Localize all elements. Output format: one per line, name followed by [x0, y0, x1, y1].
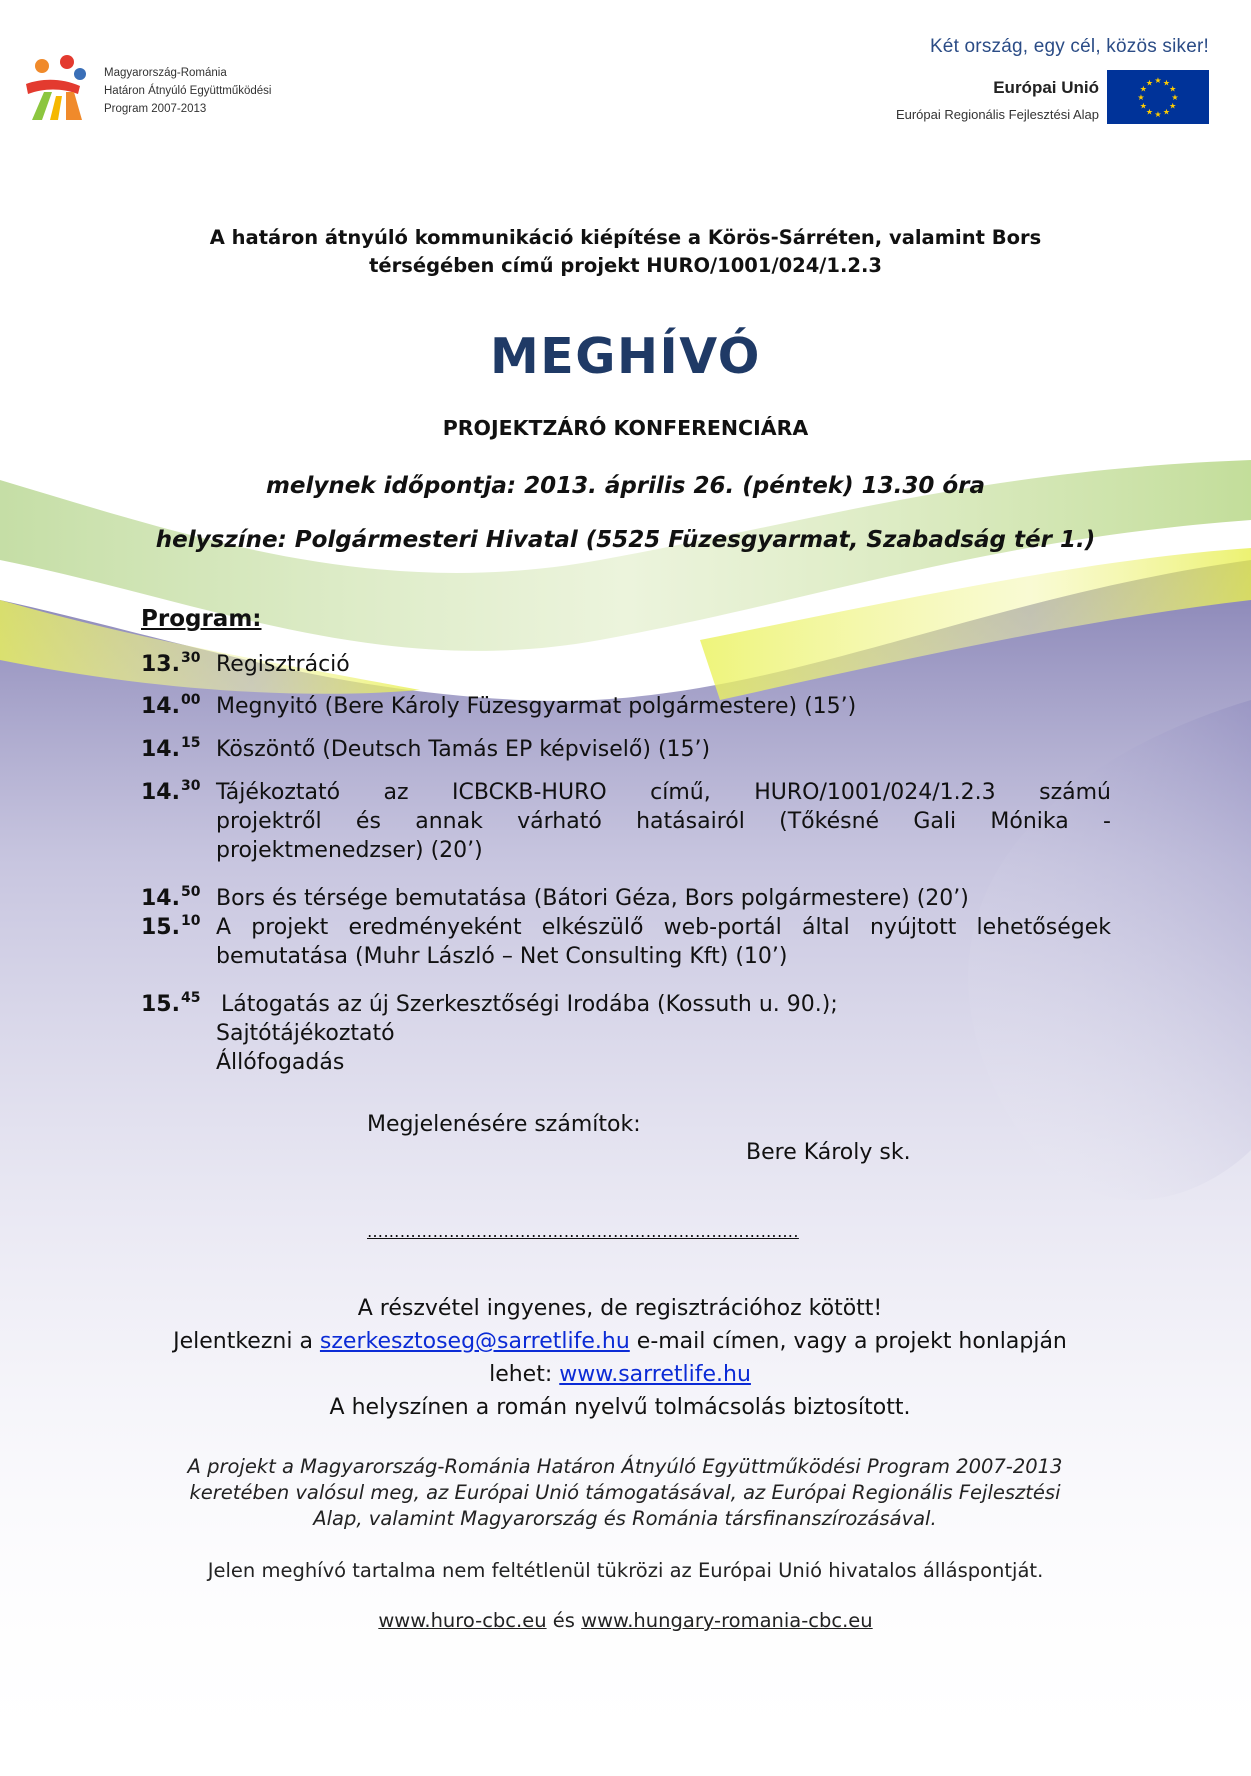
eu-star-icon: ★ — [1162, 78, 1171, 88]
huro-program-logo — [22, 54, 98, 126]
eu-star-icon: ★ — [1137, 93, 1145, 102]
time-hour: 15. — [141, 915, 180, 940]
program-heading: Program: — [141, 606, 262, 632]
time-hour: 14. — [141, 737, 180, 762]
program-time — [141, 913, 200, 942]
registration-web-line — [130, 1358, 1110, 1391]
program-time — [141, 735, 200, 764]
program-time — [141, 650, 200, 679]
time-minute: 50 — [180, 884, 201, 900]
program-desc-line: Köszöntő (Deutsch Tamás EP képviselő) (15’) — [216, 737, 711, 762]
program-desc-line: projektről és annak várható hatásairól (Tőkésné Gali Mónika - — [216, 809, 1111, 834]
program-time — [141, 990, 200, 1019]
huro-program-name — [104, 64, 271, 118]
time-hour: 14. — [141, 694, 180, 719]
project-title-line: térségében című projekt HURO/1001/024/1.2.3 — [369, 254, 882, 277]
slogan: Két ország, egy cél, közös siker! — [929, 36, 1209, 57]
program-desc-line: Bors és térsége bemutatása (Bátori Géza, Bors polgármestere) (20’) — [216, 886, 969, 911]
huro-cbc-link[interactable]: www.huro-cbc.eu — [378, 1609, 547, 1632]
signature-name: Bere Károly sk. — [746, 1140, 911, 1165]
time-minute: 30 — [180, 650, 201, 666]
eu-star-icon: ★ — [1145, 107, 1154, 117]
registration-block — [130, 1292, 1110, 1424]
hungary-romania-cbc-link[interactable]: www.hungary-romania-cbc.eu — [581, 1609, 873, 1632]
program-desc-line: projektmenedzser) (20’) — [216, 838, 483, 863]
program-desc-line: Megnyitó (Bere Károly Füzesgyarmat polgármestere) (15’) — [216, 694, 857, 719]
program-desc-line: bemutatása (Muhr László – Net Consulting Kft) (10’) — [216, 944, 788, 969]
program-desc-line: Állófogadás — [216, 1050, 345, 1075]
program-time — [141, 778, 200, 807]
eu-fund-name: Európai Regionális Fejlesztési Alap — [895, 107, 1099, 122]
register-middle: e-mail címen, vagy a projekt honlapján — [636, 1329, 1067, 1354]
time-minute: 10 — [180, 913, 201, 929]
links-separator: és — [552, 1609, 575, 1632]
time-minute: 00 — [180, 692, 201, 708]
interpreting-note: A helyszínen a román nyelvű tolmácsolás biztosított. — [329, 1395, 911, 1420]
date-line: melynek időpontja: 2013. április 26. (péntek) 13.30 óra — [265, 473, 986, 499]
eu-label — [896, 76, 1099, 126]
eu-star-icon: ★ — [1154, 110, 1162, 119]
eu-star-icon: ★ — [1145, 78, 1154, 88]
funding-note-line: Alap, valamint Magyarország és Románia társfinanszírozásával. — [313, 1507, 937, 1530]
registration-line — [130, 1325, 1110, 1358]
time-hour: 15. — [141, 992, 180, 1017]
dotted-divider: ……………………………………………………………………. — [367, 1222, 799, 1241]
project-website-link[interactable]: www.sarretlife.hu — [559, 1362, 751, 1387]
program-time — [141, 692, 200, 721]
main-title: MEGHÍVÓ — [490, 328, 761, 385]
funding-note-line: A projekt a Magyarország-Románia Határon Átnyúló Együttműködési Program 2007-2013 — [187, 1455, 1063, 1478]
program-line: Program 2007-2013 — [104, 103, 207, 115]
eu-star-icon: ★ — [1171, 93, 1179, 102]
funding-note-line: keretében valósul meg, az Európai Unió támogatásával, az Európai Regionális Fejlesztési — [189, 1481, 1061, 1504]
signature-intro: Megjelenésére számítok: — [367, 1112, 641, 1137]
project-title — [0, 224, 1251, 280]
program-desc-line: Látogatás az új Szerkesztőségi Irodába (Kossuth u. 90.); — [221, 992, 838, 1017]
time-minute: 15 — [180, 735, 201, 751]
time-hour: 14. — [141, 886, 180, 911]
eu-star-icon: ★ — [1139, 84, 1147, 94]
eu-flag-icon — [1107, 70, 1209, 124]
program-desc-line: A projekt eredményeként elkészülő web-portál által nyújtott lehetőségek — [216, 915, 1111, 940]
project-title-line: A határon átnyúló kommunikáció kiépítése a Körös-Sárréten, valamint Bors — [209, 226, 1042, 249]
eu-star-icon: ★ — [1162, 107, 1171, 117]
venue-line: helyszíne: Polgármesteri Hivatal (5525 Füzesgyarmat, Szabadság tér 1.) — [155, 527, 1096, 553]
time-minute: 45 — [180, 990, 201, 1006]
register-lehet: lehet: — [489, 1362, 553, 1387]
time-hour: 13. — [141, 652, 180, 677]
register-email-link[interactable]: szerkesztoseg@sarretlife.hu — [319, 1329, 630, 1354]
eu-star-icon: ★ — [1169, 101, 1177, 111]
program-time — [141, 884, 200, 913]
program-desc-line: Tájékoztató az ICBCKB-HURO című, HURO/1001/024/1.2.3 számú — [216, 780, 1111, 805]
program-line: Magyarország-Románia — [104, 67, 227, 79]
funding-note — [130, 1454, 1120, 1532]
program-line: Határon Átnyúló Együttműködési — [104, 85, 272, 97]
program-desc-line: Regisztráció — [216, 652, 350, 677]
program-desc-line: Sajtótájékoztató — [216, 1021, 395, 1046]
eu-star-icon: ★ — [1139, 101, 1147, 111]
register-prefix: Jelentkezni a — [173, 1329, 313, 1354]
time-hour: 14. — [141, 780, 180, 805]
eu-star-icon: ★ — [1169, 84, 1177, 94]
disclaimer: Jelen meghívó tartalma nem feltétlenül tükrözi az Európai Unió hivatalos álláspontját. — [207, 1559, 1044, 1582]
eu-name: Európai Unió — [993, 78, 1099, 97]
subtitle: PROJEKTZÁRÓ KONFERENCIÁRA — [442, 416, 809, 440]
time-minute: 30 — [180, 778, 201, 794]
free-participation-text: A részvétel ingyenes, de regisztrációhoz kötött! — [357, 1296, 883, 1321]
footer-links — [0, 1608, 1251, 1634]
eu-star-icon: ★ — [1154, 76, 1162, 85]
